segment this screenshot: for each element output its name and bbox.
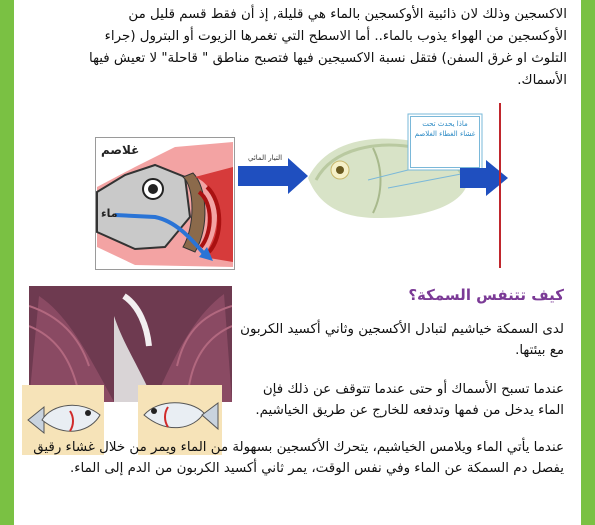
intro-line-2: الأوكسجين من الهواء يذوب بالماء.. أما الاسطح التي تغمرها الزيوت أو البترول (جراء [104,29,567,44]
paragraph-2: عندما تسبح الأسماك أو حتى عندما تتوقف عن ذلك فإن الماء يدخل من فمها وتدفعه للخارج عن طريق الخياشيم. [255,382,564,418]
paragraph-3: عندما يأتي الماء ويلامس الخياشيم، يتحرك الأكسجين بسهولة من الماء ويمر من خلال غشاء رقيق يفصل دم السمكة عن الماء وفي نفس الوقت، يمر ثاني أكسيد الكربون من الدم إلى الماء. [33,440,564,476]
current-arrow-left [238,158,308,194]
divider-line [499,103,501,268]
intro-line-3: التلوث او غرق السفن) فتقل نسبة الاكسيجين فيها فتصبح مناطق " قاحلة" لا تعيش فيها [88,51,567,66]
label-water-current: التيار المائي [248,154,283,162]
gill-cover-callout: ماذا يحدث تحت غشاء الغطاء الغلاصم [410,116,480,168]
fish-water-flow-figure [238,108,513,258]
intro-line-1: الاكسجين وذلك لان ذائبية الأوكسجين بالماء هي قليلة, إذ أن فقط قسم قليل من [128,7,567,22]
intro-line-4: الأسماك. [517,73,567,88]
fish-gill-diagram [95,137,235,270]
article-page [14,0,581,525]
label-water: ماء [101,207,118,220]
label-gills: غلاصم [101,143,140,157]
section-heading: كيف تتنفس السمكة؟ [408,286,564,304]
paragraph-1: لدى السمكة خياشيم لتبادل الأكسجين وثاني أكسيد الكربون مع بيئتها. [240,322,564,358]
